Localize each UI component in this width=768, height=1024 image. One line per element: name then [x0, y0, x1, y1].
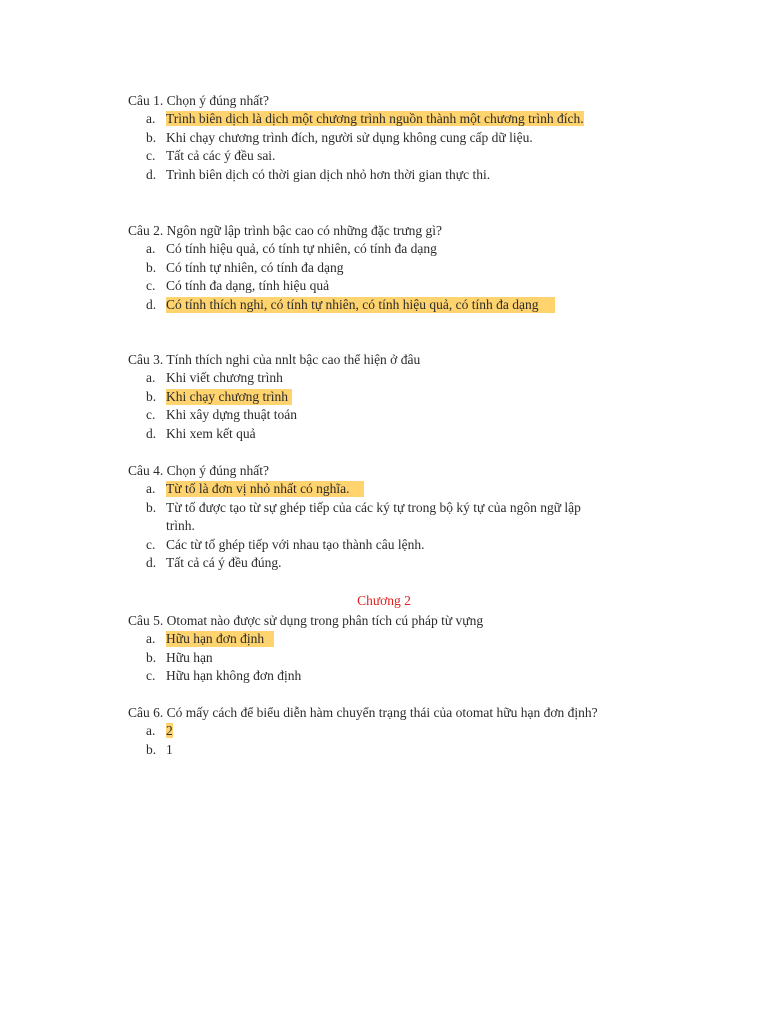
- option-marker: b.: [146, 129, 157, 145]
- option-text: Có tính tự nhiên, có tính đa dạng: [166, 259, 344, 275]
- question-title: Câu 4. Chọn ý đúng nhất?: [128, 463, 269, 478]
- option-list: [128, 480, 598, 573]
- option-marker: d.: [146, 425, 157, 441]
- option-a: [128, 480, 598, 499]
- option-text-highlighted: Khi chạy chương trình: [166, 389, 292, 405]
- option-b: [128, 129, 598, 148]
- option-list: [128, 722, 598, 759]
- option-text: Khi xem kết quả: [166, 425, 256, 441]
- option-text: 1: [166, 741, 173, 757]
- question-title: Câu 2. Ngôn ngữ lập trình bậc cao có những đặc trưng gì?: [128, 223, 442, 238]
- option-marker: a.: [146, 631, 156, 646]
- option-list: [128, 110, 598, 184]
- option-marker: c.: [146, 536, 156, 552]
- option-c: [128, 536, 598, 555]
- option-marker: c.: [146, 278, 156, 294]
- option-marker: d.: [146, 166, 157, 182]
- option-marker: b.: [146, 649, 157, 665]
- option-text: Từ tố được tạo từ sự ghép tiếp của các ký tự trong bộ ký tự của ngôn ngữ lập trình.: [166, 499, 581, 534]
- option-c: [128, 147, 598, 166]
- option-text: Khi viết chương trình: [166, 370, 283, 385]
- chapter-heading: Chương 2: [357, 593, 411, 608]
- option-b: [128, 499, 598, 536]
- option-a: [128, 722, 598, 741]
- option-marker: b.: [146, 499, 157, 515]
- option-text: Có tính hiệu quả, có tính tự nhiên, có tính đa dạng: [166, 241, 437, 256]
- option-text-highlighted: Có tính thích nghi, có tính tự nhiên, có tính hiệu quả, có tính đa dạng: [166, 297, 555, 313]
- option-marker: c.: [146, 668, 156, 684]
- option-a: [128, 369, 598, 388]
- option-marker: d.: [146, 296, 157, 312]
- question-2: [128, 222, 598, 314]
- option-text-highlighted: 2: [166, 723, 173, 738]
- question-title: Câu 1. Chọn ý đúng nhất?: [128, 93, 269, 108]
- option-c: [128, 277, 598, 296]
- option-marker: b.: [146, 741, 157, 757]
- question-4: [128, 462, 598, 573]
- option-text: Khi xây dựng thuật toán: [166, 407, 298, 423]
- question-1: [128, 92, 598, 184]
- question-title: Câu 5. Otomat nào được sử dụng trong phân tích cú pháp từ vựng: [128, 613, 484, 628]
- question-3: [128, 351, 598, 443]
- option-marker: a.: [146, 723, 156, 738]
- option-marker: a.: [146, 481, 156, 496]
- option-d: [128, 296, 598, 315]
- option-text: Hữu hạn: [166, 649, 213, 665]
- option-text: Khi chạy chương trình đích, người sử dụng không cung cấp dữ liệu.: [166, 129, 533, 145]
- option-text: Hữu hạn không đơn định: [166, 668, 302, 684]
- option-list: [128, 240, 598, 314]
- option-marker: a.: [146, 370, 156, 385]
- option-text: Tất cả cá ý đều đúng.: [166, 555, 282, 571]
- question-5: [128, 612, 598, 686]
- option-text-highlighted: Từ tố là đơn vị nhỏ nhất có nghĩa.: [166, 481, 364, 497]
- option-list: [128, 369, 598, 443]
- option-marker: d.: [146, 555, 157, 571]
- option-b: [128, 388, 598, 407]
- option-marker: a.: [146, 111, 156, 126]
- option-marker: b.: [146, 388, 157, 404]
- option-text-highlighted: Hữu hạn đơn định: [166, 631, 274, 647]
- option-c: [128, 667, 598, 686]
- question-title: Câu 3. Tính thích nghi của nnlt bậc cao thể hiện ở đâu: [128, 352, 421, 367]
- option-b: [128, 741, 598, 760]
- option-a: [128, 630, 598, 649]
- option-a: [128, 240, 598, 259]
- option-text: Có tính đa dạng, tính hiệu quả: [166, 278, 330, 294]
- option-b: [128, 649, 598, 668]
- question-title: Câu 6. Có mấy cách để biểu diễn hàm chuyển trạng thái của otomat hữu hạn đơn định?: [128, 705, 598, 720]
- option-d: [128, 425, 598, 444]
- option-c: [128, 406, 598, 425]
- option-marker: b.: [146, 259, 157, 275]
- option-text-highlighted: Trình biên dịch là dịch một chương trình nguồn thành một chương trình đích.: [166, 111, 584, 126]
- option-text: Các từ tố ghép tiếp với nhau tạo thành câu lệnh.: [166, 536, 425, 552]
- question-6: [128, 704, 598, 759]
- option-list: [128, 630, 598, 686]
- option-marker: c.: [146, 148, 156, 164]
- option-b: [128, 259, 598, 278]
- option-marker: a.: [146, 241, 156, 256]
- option-text: Tất cả các ý đều sai.: [166, 148, 276, 164]
- option-d: [128, 554, 598, 573]
- option-marker: c.: [146, 407, 156, 423]
- option-d: [128, 166, 598, 185]
- option-a: [128, 110, 598, 129]
- option-text: Trình biên dịch có thời gian dịch nhỏ hơn thời gian thực thi.: [166, 166, 491, 182]
